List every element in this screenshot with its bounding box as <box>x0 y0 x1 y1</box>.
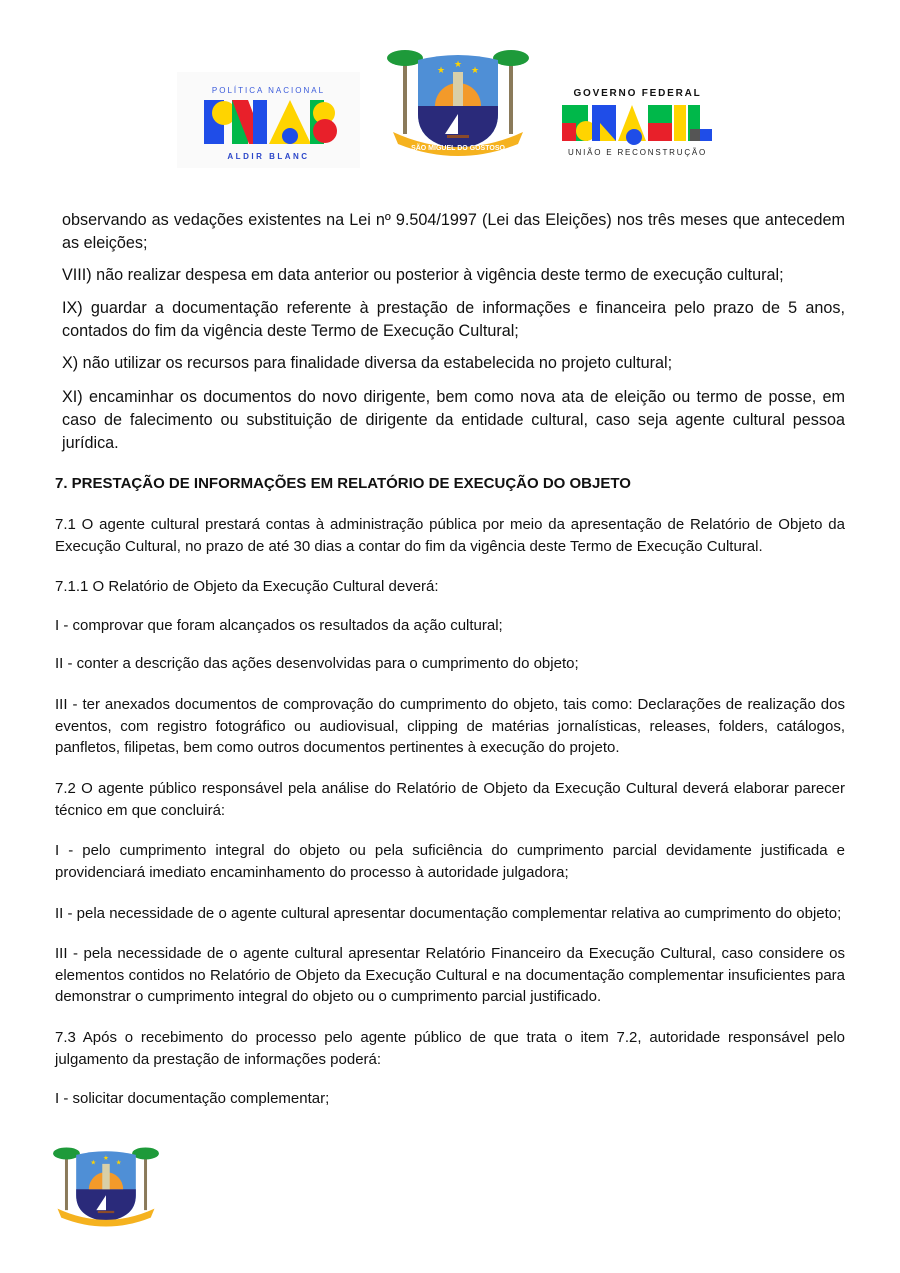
paragraph-7-2: 7.2 O agente público responsável pela análise do Relatório de Objeto da Execução Cultural deverá elaborar parecer técnico em que concluirá: <box>55 780 845 819</box>
paragraph-item-ix: IX) guardar a documentação referente à prestação de informações e financeira pelo prazo de 5 anos, contados do fim da vigência deste Termo de Execução Cultural; <box>62 299 845 340</box>
crest-ribbon-text: SÃO MIGUEL DO GOSTOSO <box>411 145 505 152</box>
paragraph-7-2-iii: III - pela necessidade de o agente cultural apresentar Relatório Financeiro da Execução Cultural, caso considere os elementos contidos no Relatório de Objeto da Execução Cultural e na documentação complementar insuficientes para demonstrar o cumprimento integral do objeto ou o cumprimento parcial justificado. <box>55 945 845 1005</box>
paragraph-item-viii: VIII) não realizar despesa em data anterior ou posterior à vigência deste termo de execução cultural; <box>62 266 784 284</box>
paragraph-7-2-ii: II - pela necessidade de o agente cultural apresentar documentação complementar relativa ao cumprimento do objeto; <box>55 905 842 922</box>
paragraph-intro: observando as vedações existentes na Lei nº 9.504/1997 (Lei das Eleições) nos três meses que antecedem as eleições; <box>62 211 845 252</box>
paragraph-7-3: 7.3 Após o recebimento do processo pelo agente público de que trata o item 7.2, autoridade responsável pelo julgamento da prestação de informações poderá: <box>55 1029 845 1068</box>
brasil-logo-bottom: UNIÃO E RECONSTRUÇÃO <box>567 148 708 157</box>
paragraph-7-1-1-ii: II - conter a descrição das ações desenvolvidas para o cumprimento do objeto; <box>55 655 579 672</box>
pnab-logo <box>177 72 360 168</box>
paragraph-7-1-1-iii: III - ter anexados documentos de comprovação do cumprimento do objeto, tais como: Declarações de realização dos eventos, com registro fotográfico ou audiovisual, clipping de matérias jornalísticas, releases, folders, catálogos, panfletos, filipetas, bem como outros documentos pertinentes à execução do projeto. <box>55 696 845 756</box>
svg-text:★: ★ <box>103 1155 110 1163</box>
paragraph-7-3-i: I - solicitar documentação complementar; <box>55 1090 330 1107</box>
footer-crest-logo <box>50 1143 162 1231</box>
svg-text:★: ★ <box>454 59 463 69</box>
svg-text:★: ★ <box>437 65 446 75</box>
paragraph-7-1-1: 7.1.1 O Relatório de Objeto da Execução Cultural deverá: <box>55 578 439 595</box>
paragraph-7-1: 7.1 O agente cultural prestará contas à administração pública por meio da apresentação de Relatório de Objeto da Execução Cultural, no prazo de até 30 dias a contar do fim da vigência deste Termo de Execução Cultural. <box>55 516 845 555</box>
svg-text:★: ★ <box>471 65 480 75</box>
paragraph-7-1-1-i: I - comprovar que foram alcançados os resultados da ação cultural; <box>55 617 503 634</box>
governo-federal-brasil-logo <box>560 85 720 165</box>
svg-text:★: ★ <box>90 1159 97 1167</box>
pnab-logo-top: POLÍTICA NACIONAL <box>211 86 326 95</box>
paragraph-item-xi: XI) encaminhar os documentos do novo dirigente, bem como nova ata de eleição ou termo de posse, em caso de falecimento ou substituição de dirigente da entidade cultural, caso seja agente cultural pessoa jurídica. <box>62 388 845 452</box>
paragraph-7-2-i: I - pelo cumprimento integral do objeto ou pela suficiência do cumprimento parcial devidamente justificada e providenciará imediato encaminhamento do processo à autoridade julgadora; <box>55 842 845 881</box>
paragraph-item-x: X) não utilizar os recursos para finalidade diversa da estabelecida no projeto cultural; <box>62 354 673 372</box>
section-heading-7: 7. PRESTAÇÃO DE INFORMAÇÕES EM RELATÓRIO DE EXECUÇÃO DO OBJETO <box>55 475 631 492</box>
sao-miguel-crest-logo <box>383 44 533 162</box>
brasil-logo-top: GOVERNO FEDERAL <box>573 88 702 99</box>
svg-text:★: ★ <box>115 1159 122 1167</box>
pnab-logo-bottom: ALDIR BLANC <box>227 152 310 161</box>
